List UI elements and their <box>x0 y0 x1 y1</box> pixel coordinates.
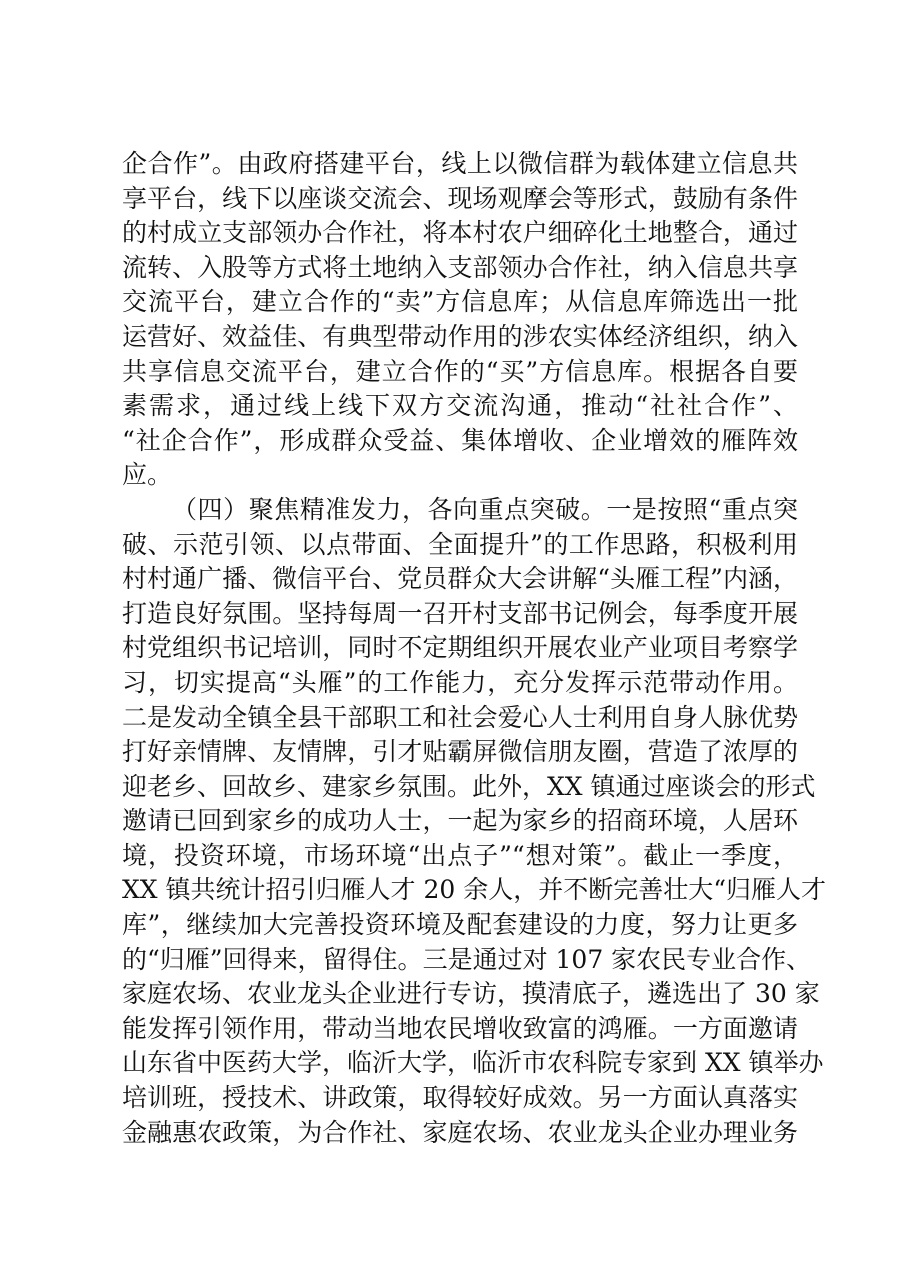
text-line: 打造良好氛围。坚持每周一召开村支部书记例会，每季度开展 <box>122 598 798 628</box>
text-line: 应。 <box>122 460 173 490</box>
text-line: 培训班，授技术、讲政策，取得较好成效。另一方面认真落实 <box>122 1083 798 1113</box>
text-line: 迎老乡、回故乡、建家乡氛围。此外，XX 镇通过座谈会的形式 <box>122 771 816 801</box>
text-line: 村村通广播、微信平台、党员群众大会讲解“头雁工程”内涵， <box>122 564 798 594</box>
text-line: 破、示范引领、以点带面、全面提升”的工作思路，积极利用 <box>122 529 798 559</box>
text-line: 邀请已回到家乡的成功人士，一起为家乡的招商环境，人居环 <box>122 806 798 836</box>
text-line: 能发挥引领作用，带动当地农民增收致富的鸿雁。一方面邀请 <box>122 1013 798 1043</box>
text-line: 享平台，线下以座谈交流会、现场观摩会等形式，鼓励有条件 <box>122 183 798 213</box>
body-text <box>122 147 827 1150</box>
text-line: “社企合作”，形成群众受益、集体增收、企业增效的雁阵效 <box>122 425 798 455</box>
text-line: 企合作”。由政府搭建平台，线上以微信群为载体建立信息共 <box>122 149 798 178</box>
text-line: 共享信息交流平台，建立合作的“买”方信息库。根据各自要 <box>122 356 798 386</box>
text-line: 流转、入股等方式将土地纳入支部领办合作社，纳入信息共享 <box>122 252 798 282</box>
text-line: 运营好、效益佳、有典型带动作用的涉农实体经济组织，纳入 <box>122 321 798 351</box>
text-line: 山东省中医药大学，临沂大学，临沂市农科院专家到 XX 镇举办 <box>122 1048 824 1078</box>
text-line: 金融惠农政策，为合作社、家庭农场、农业龙头企业办理业务 <box>122 1117 798 1147</box>
text-line: 二是发动全镇全县干部职工和社会爱心人士利用自身人脉优势 <box>122 702 798 732</box>
text-line: 习，切实提高“头雁”的工作能力，充分发挥示范带动作用。 <box>122 667 798 697</box>
text-line: 家庭农场、农业龙头企业进行专访，摸清底子，遴选出了 30 家 <box>122 979 820 1009</box>
text-line: 境，投资环境，市场环境“出点子”“想对策”。截止一季度， <box>122 840 798 870</box>
text-line: 交流平台，建立合作的“卖”方信息库；从信息库筛选出一批 <box>122 287 798 317</box>
text-line: 的“归雁”回得来，留得住。三是通过对 107 家农民专业合作、 <box>122 944 812 974</box>
text-line: 素需求，通过线上线下双方交流沟通，推动“社社合作”、 <box>122 391 798 421</box>
paragraph-first-line: （四）聚焦精准发力，各向重点突破。一是按照“重点突 <box>172 494 798 524</box>
text-line: 的村成立支部领办合作社，将本村农户细碎化土地整合，通过 <box>122 218 798 248</box>
text-line: 库”，继续加大完善投资环境及配套建设的力度，努力让更多 <box>122 910 798 940</box>
text-line: XX 镇共统计招引归雁人才 20 余人，并不断完善壮大“归雁人才 <box>122 875 827 905</box>
text-line: 打好亲情牌、友情牌，引才贴霸屏微信朋友圈，营造了浓厚的 <box>122 737 798 767</box>
text-line: 村党组织书记培训，同时不定期组织开展农业产业项目考察学 <box>122 633 798 663</box>
